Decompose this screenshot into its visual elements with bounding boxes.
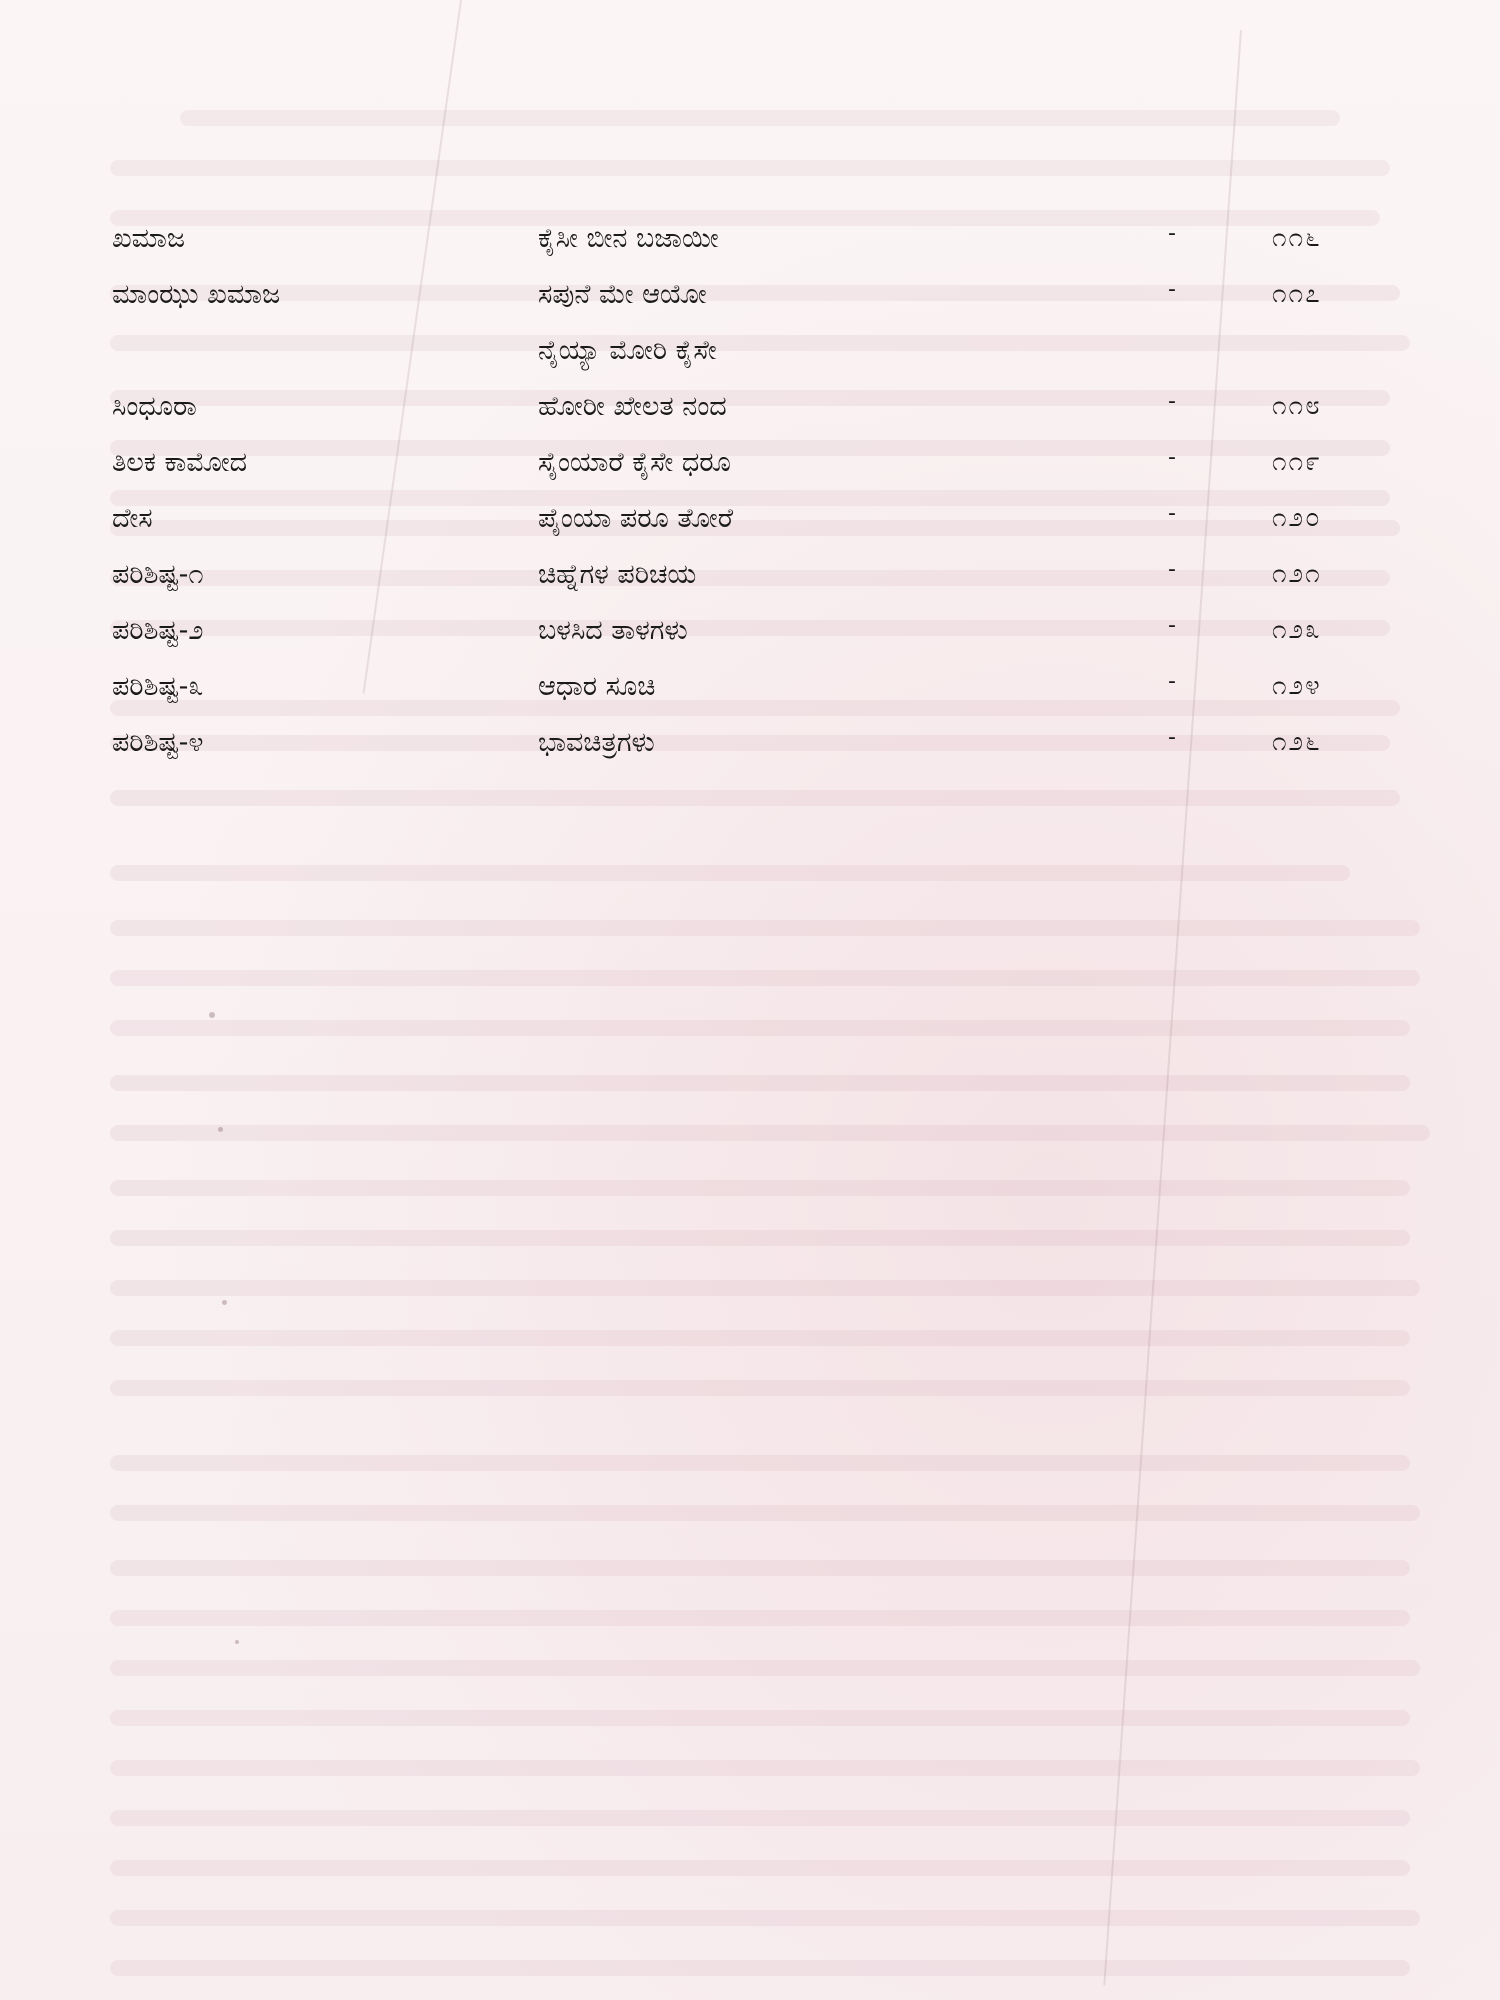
composition-title: ಸೈಂಯಾರೆ ಕೈಸೇ ಧರೂ: [538, 447, 731, 478]
raga-name: ಪರಿಶಿಷ್ಟ-೨: [112, 615, 204, 646]
paper-speck: [218, 1127, 223, 1132]
toc-row: [0, 271, 1500, 327]
composition-title: ಭಾವಚಿತ್ರಗಳು: [538, 727, 655, 758]
composition-title: ಪೈಂಯಾ ಪರೂ ತೋರೆ: [538, 503, 734, 534]
composition-title: ಹೋರೀ ಖೇಲತ ನಂದ: [538, 391, 727, 422]
table-of-contents: [0, 215, 1500, 775]
composition-title: ಬಳಸಿದ ತಾಳಗಳು: [538, 615, 688, 646]
page-number: ೧೧೯: [1272, 447, 1322, 477]
toc-row: [0, 215, 1500, 271]
leader-dash: -: [1168, 725, 1176, 750]
toc-row: [0, 663, 1500, 719]
page-number: ೧೧೭: [1272, 279, 1322, 309]
toc-row: [0, 327, 1500, 383]
raga-name: ಖಮಾಜ: [112, 223, 186, 254]
page-number: ೧೧೮: [1272, 391, 1322, 421]
raga-name: ತಿಲಕ ಕಾಮೋದ: [112, 447, 248, 478]
paper-speck: [235, 1640, 239, 1644]
toc-row: [0, 719, 1500, 775]
raga-name: ಪರಿಶಿಷ್ಟ-೩: [112, 671, 204, 702]
page-number: ೧೨೪: [1272, 671, 1322, 701]
composition-title: ಕೈಸೀ ಬೀನ ಬಜಾಯೀ: [538, 223, 719, 254]
toc-row: [0, 551, 1500, 607]
raga-name: ಮಾಂಝು ಖಮಾಜ: [112, 279, 281, 310]
leader-dash: -: [1168, 501, 1176, 526]
raga-name: ಪರಿಶಿಷ್ಟ-೧: [112, 559, 204, 590]
page-number: ೧೨೦: [1272, 503, 1322, 533]
raga-name: ದೇಸ: [112, 503, 153, 534]
composition-title: ಸಪುನೆ ಮೇ ಆಯೋ: [538, 279, 707, 310]
toc-row: [0, 495, 1500, 551]
composition-title: ನೈಯ್ಯಾ ಮೋರಿ ಕೈಸೇ: [538, 335, 717, 366]
leader-dash: -: [1168, 277, 1176, 302]
raga-name: ಪರಿಶಿಷ್ಟ-೪: [112, 727, 204, 758]
leader-dash: -: [1168, 557, 1176, 582]
paper-speck: [222, 1300, 227, 1305]
raga-name: ಸಿಂಧೂರಾ: [112, 391, 197, 422]
paper-speck: [209, 1012, 215, 1018]
leader-dash: -: [1168, 445, 1176, 470]
composition-title: ಆಧಾರ ಸೂಚಿ: [538, 671, 656, 702]
leader-dash: -: [1168, 389, 1176, 414]
toc-row: [0, 607, 1500, 663]
page-number: ೧೨೩: [1272, 615, 1322, 645]
leader-dash: -: [1168, 613, 1176, 638]
composition-title: ಚಿಹ್ನೆಗಳ ಪರಿಚಯ: [538, 559, 697, 590]
page-number: ೧೨೧: [1272, 559, 1322, 589]
leader-dash: -: [1168, 221, 1176, 246]
page-number: ೧೧೬: [1272, 223, 1322, 253]
toc-row: [0, 439, 1500, 495]
toc-row: [0, 383, 1500, 439]
leader-dash: -: [1168, 669, 1176, 694]
page-number: ೧೨೬: [1272, 727, 1322, 757]
